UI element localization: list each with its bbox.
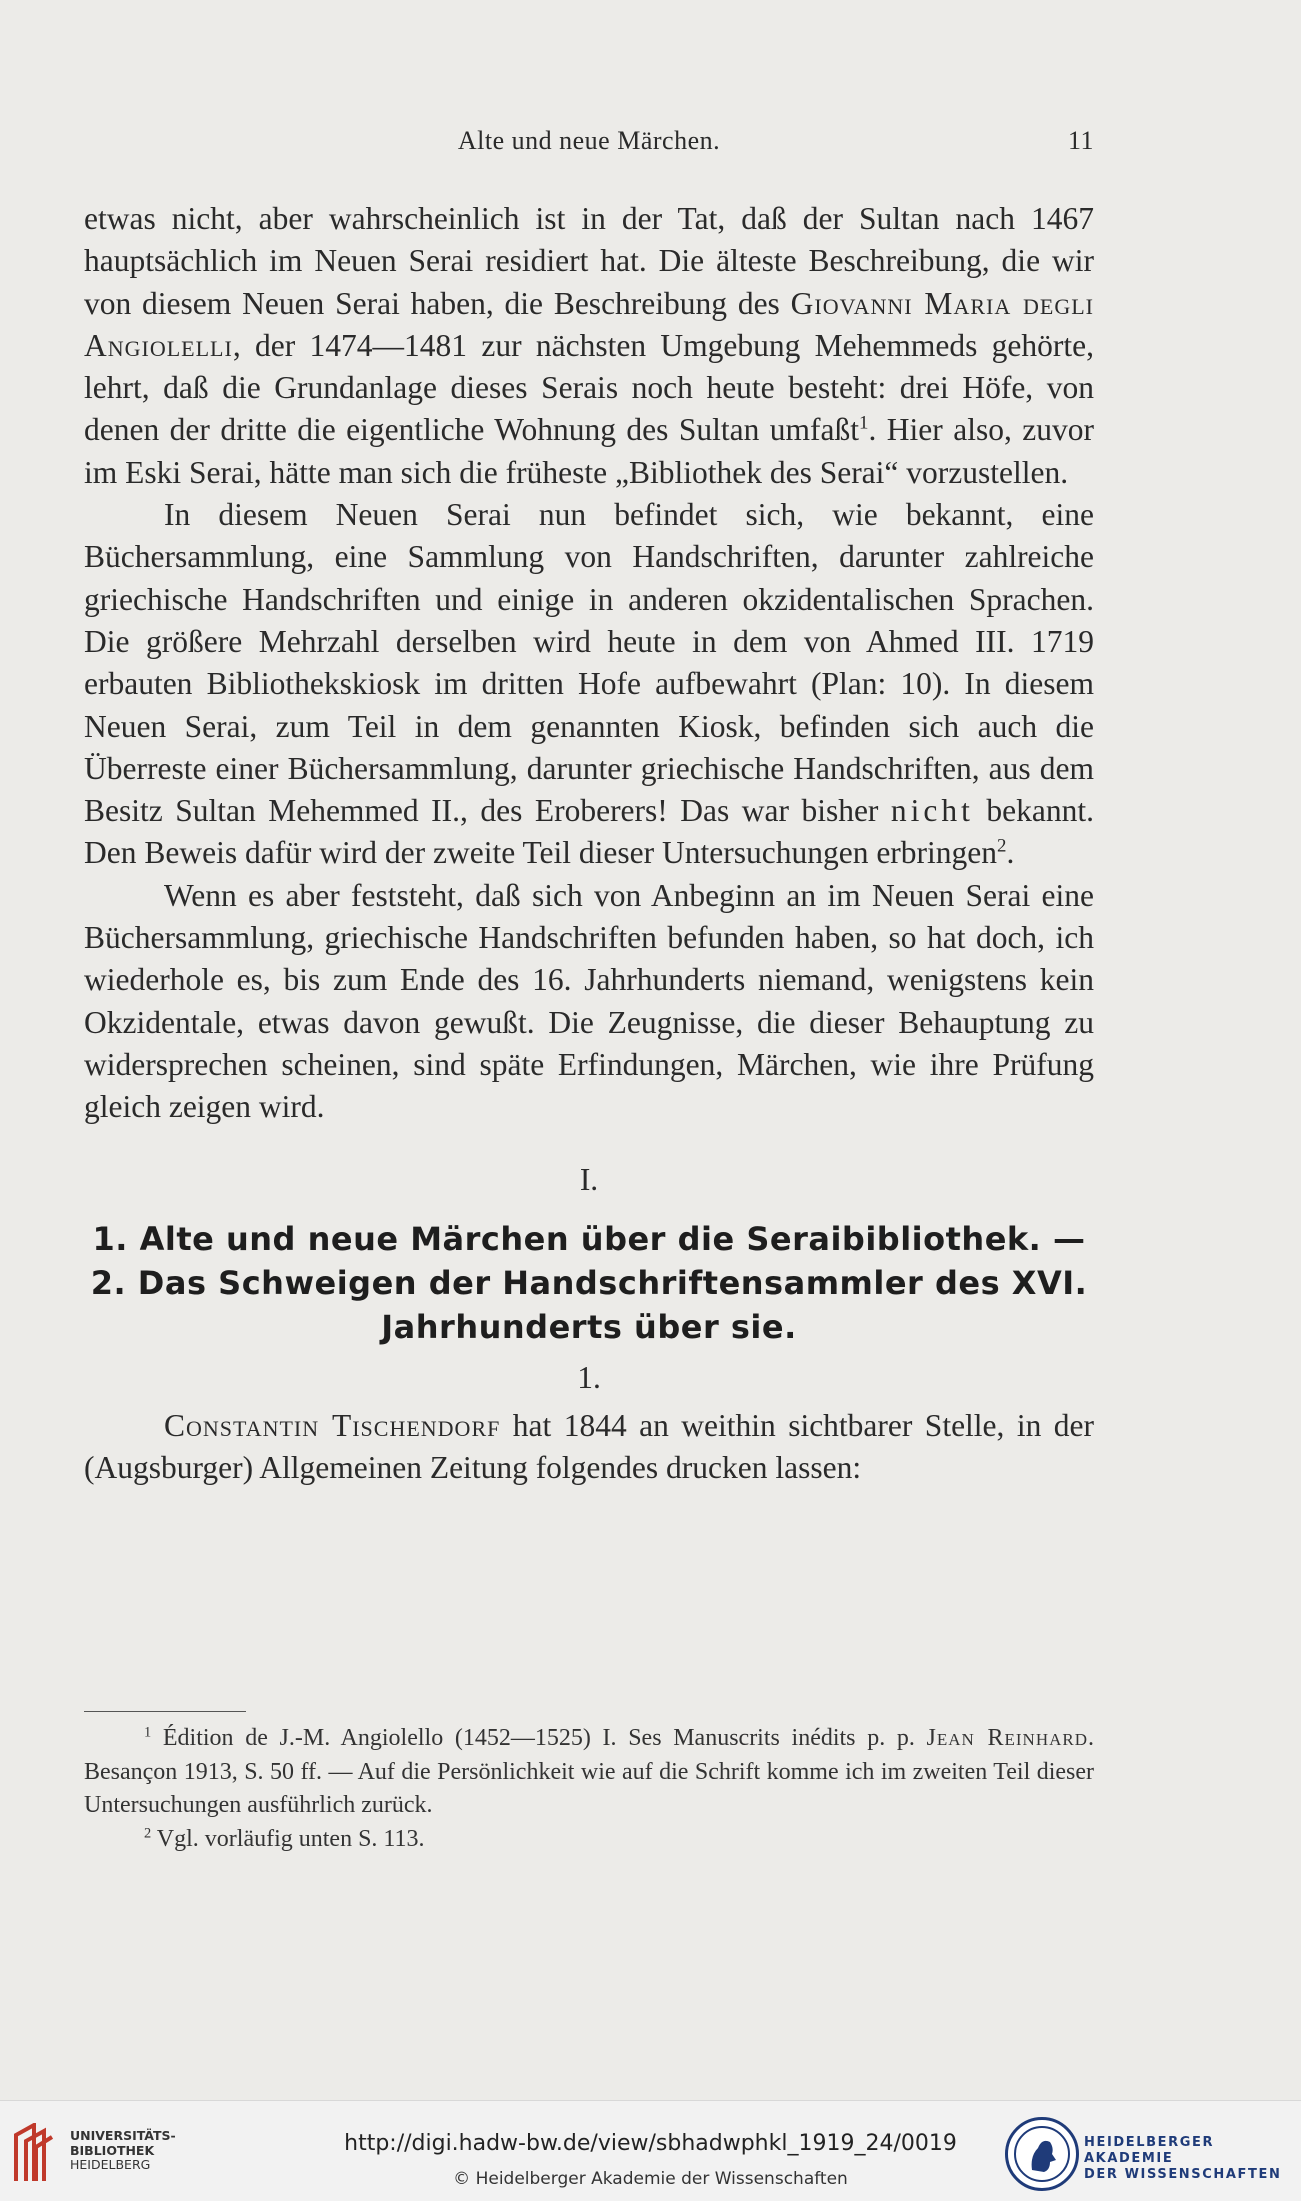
academy-seal-icon <box>1005 2117 1079 2191</box>
footnote-2: $^2$ Vgl. vorläufig unten S. 113. <box>144 1824 425 1852</box>
heading-line-2: 2. Das Schweigen der Handschriftensammler des XVI. Jahrhunderts über sie. <box>90 1263 1088 1346</box>
running-header <box>84 126 1094 166</box>
author-name-angiolelli: Giovanni Maria degli Angiolelli <box>84 285 1095 363</box>
section-heading <box>84 1217 1094 1349</box>
author-name-tischendorf: Constantin Tischendorf <box>164 1408 501 1444</box>
university-library-name: UNIVERSITÄTS- BIBLIOTHEK HEIDELBERG <box>70 2128 176 2172</box>
section-number: I. <box>579 1161 599 1197</box>
footnote-1: $^1$ Édition de J.-M. Angiolello (1452—1525) I. Ses Manuscrits inédits p. p. Jean Reinhard. Besançon 1913, S. 50 ff. — Auf die Persönlichkeit wie auf die Schrift komme ich im zweiten Teil dieser Untersuchungen ausführlich zurück. <box>84 1724 1094 1818</box>
permalink-url[interactable]: http://digi.hadw-bw.de/view/sbhadwphkl_1919_24/0019 <box>344 2131 957 2156</box>
academy-name: HEIDELBERGER AKADEMIE DER WISSENSCHAFTEN <box>1084 2135 1282 2182</box>
heading-line-1: 1. Alte und neue Märchen über die Seraibibliothek. — <box>92 1219 1086 1258</box>
main-text <box>84 198 1094 1490</box>
paragraph-2: In diesem Neuen Serai nun befindet sich, wie bekannt, eine Büchersammlung, eine Sammlung von Handschriften, darunter zahlreiche griechische Handschriften und einige in anderen okzidentalischen Sprachen. Die größere Mehrzahl derselben wird heute in dem von Ahmed III. 1719 erbauten Bibliothekskiosk im dritten Hofe aufbewahrt (Plan: 10). In diesem Neuen Serai, zum Teil in dem genannten Kiosk, befinden sich auch die Überreste einer Büchersammlung, darunter griechische Handschriften, aus dem Besitz Sultan Mehemmed II., des Eroberers! Das war bisher nicht bekannt. Den Beweis dafür wird der zweite Teil dieser Untersuchungen erbringen$^2$. <box>84 497 1094 871</box>
page-number: 11 <box>1067 126 1094 155</box>
paragraph-1: etwas nicht, aber wahrscheinlich ist in der Tat, daß der Sultan nach 1467 hauptsächlich im Neuen Serai residiert hat. Die älteste Beschreibung, die wir von diesem Neuen Serai haben, die Beschreibung des Giovanni Maria degli Angiolelli, der 1474—1481 zur nächsten Umgebung Mehemmeds gehörte, lehrt, daß die Grundanlage dieses Serais noch heute besteht: drei Höfe, von denen der dritte die eigentliche Wohnung des Sultan umfaßt$^1$. Hier also, zuvor im Eski Serai, hätte man sich die früheste „Bibliothek des Serai“ vorzustellen. <box>84 201 1095 490</box>
subsection-number: 1. <box>577 1359 601 1395</box>
running-title: Alte und neue Märchen. <box>457 126 721 155</box>
footnote-divider <box>84 1711 246 1712</box>
editor-name-reinhard: Jean Reinhard <box>926 1725 1088 1751</box>
footnote-ref-2[interactable]: 2 <box>997 836 1007 858</box>
footnote-ref-1[interactable]: 1 <box>859 413 869 435</box>
footer-bar <box>0 2100 1301 2201</box>
paragraph-4: Constantin Tischendorf hat 1844 an weithin sichtbarer Stelle, in der (Augsburger) Allgemeinen Zeitung folgendes drucken lassen: <box>84 1408 1094 1486</box>
footnotes <box>84 1722 1094 1856</box>
copyright-notice: © Heidelberger Akademie der Wissenschaften <box>453 2169 848 2189</box>
paragraph-3: Wenn es aber feststeht, daß sich von Anbeginn an im Neuen Serai eine Büchersammlung, griechische Handschriften befunden haben, so hat doch, ich wiederhole es, bis zum Ende des 16. Jahrhunderts niemand, wenigstens kein Okzidentale, etwas davon gewußt. Die Zeugnisse, die dieser Behauptung zu widersprechen scheinen, sind späte Erfindungen, Märchen, wie ihre Prüfung gleich zeigen wird. <box>84 877 1094 1125</box>
emphasis-nicht: nicht <box>890 793 974 829</box>
